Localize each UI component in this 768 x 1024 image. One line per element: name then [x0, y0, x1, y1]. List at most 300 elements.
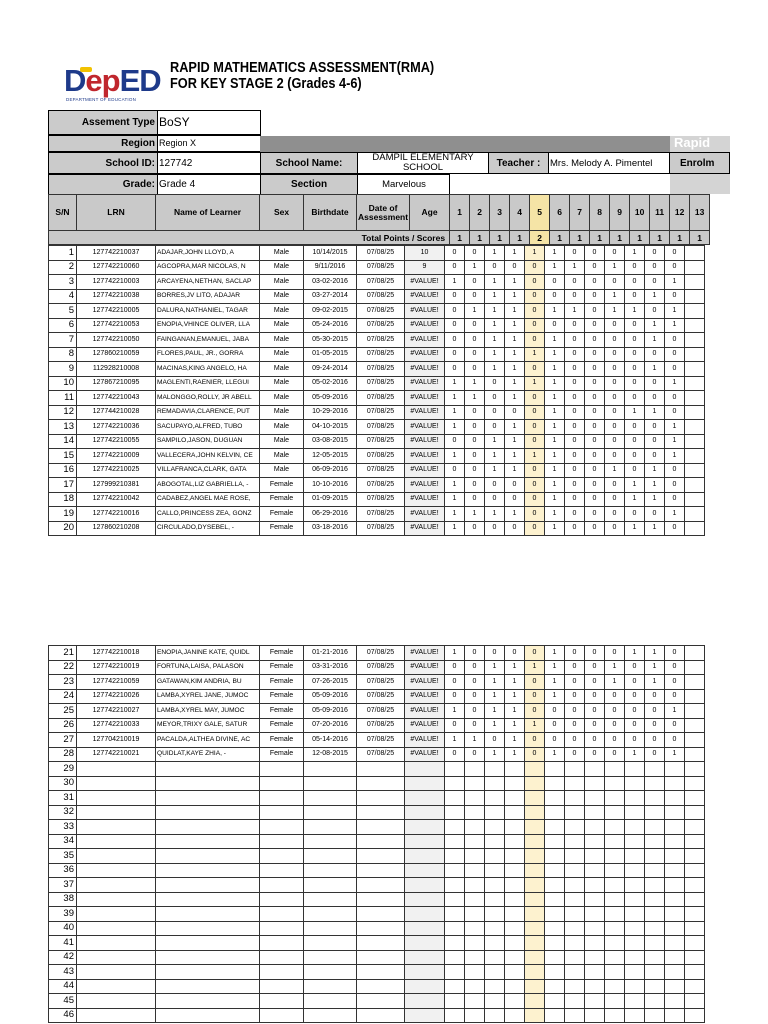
- row-score-item-3[interactable]: 0: [485, 521, 505, 536]
- row-score-item-1[interactable]: 0: [445, 333, 465, 348]
- row-cell-empty[interactable]: [505, 776, 525, 791]
- row-name[interactable]: MAGLENTI,RAENIER, LLEGUI: [156, 376, 260, 391]
- row-cell-empty[interactable]: [505, 762, 525, 777]
- row-name[interactable]: LAMBA,XYREL JANE, JUMOC: [156, 689, 260, 704]
- row-cell-empty[interactable]: [77, 863, 156, 878]
- row-cell-empty[interactable]: [645, 762, 665, 777]
- row-sn[interactable]: 15: [49, 449, 77, 464]
- row-score-item-6[interactable]: 1: [545, 246, 565, 261]
- row-sn[interactable]: 1: [49, 246, 77, 261]
- row-score-item-5[interactable]: 0: [525, 463, 545, 478]
- row-score-item-5[interactable]: 0: [525, 362, 545, 377]
- row-cell-empty[interactable]: [156, 892, 260, 907]
- row-score-item-11[interactable]: 0: [645, 704, 665, 719]
- row-score-item-10[interactable]: 1: [625, 304, 645, 319]
- row-sn[interactable]: 14: [49, 434, 77, 449]
- row-cell-empty[interactable]: [304, 950, 357, 965]
- row-score-item-5[interactable]: 0: [525, 260, 545, 275]
- row-score-item-5[interactable]: 0: [525, 733, 545, 748]
- row-cell-empty[interactable]: [465, 907, 485, 922]
- row-cell-empty[interactable]: [445, 776, 465, 791]
- row-lrn[interactable]: 127742210003: [77, 275, 156, 290]
- row-score-item-8[interactable]: 0: [585, 304, 605, 319]
- row-score-item-7[interactable]: 0: [565, 704, 585, 719]
- row-date[interactable]: 07/08/25: [357, 246, 405, 261]
- row-score-item-8[interactable]: 0: [585, 660, 605, 675]
- row-score-item-5[interactable]: 0: [525, 747, 545, 762]
- row-score-item-5[interactable]: 0: [525, 478, 545, 493]
- row-cell-empty[interactable]: [405, 979, 445, 994]
- row-lrn[interactable]: 127742210060: [77, 260, 156, 275]
- row-score-item-4[interactable]: 1: [505, 362, 525, 377]
- row-score-item-5[interactable]: 0: [525, 275, 545, 290]
- row-cell-empty[interactable]: [685, 762, 705, 777]
- row-date[interactable]: 07/08/25: [357, 463, 405, 478]
- row-sex[interactable]: Male: [260, 376, 304, 391]
- row-score-item-9[interactable]: 0: [605, 492, 625, 507]
- row-score-item-11[interactable]: 1: [645, 675, 665, 690]
- row-cell-empty[interactable]: [545, 1008, 565, 1023]
- row-cell-empty[interactable]: [565, 820, 585, 835]
- row-score-item-1[interactable]: 1: [445, 733, 465, 748]
- row-score-item-11[interactable]: 1: [645, 492, 665, 507]
- row-birthdate[interactable]: 06-09-2016: [304, 463, 357, 478]
- row-name[interactable]: MALONGGO,ROLLY, JR ABELL: [156, 391, 260, 406]
- row-score-item-11[interactable]: 1: [645, 318, 665, 333]
- row-cell-empty[interactable]: [505, 1008, 525, 1023]
- row-cell-empty[interactable]: [505, 820, 525, 835]
- row-cell-empty[interactable]: [585, 834, 605, 849]
- row-score-item-3[interactable]: 1: [485, 675, 505, 690]
- row-cell-empty[interactable]: [605, 878, 625, 893]
- row-sex[interactable]: Male: [260, 289, 304, 304]
- row-score-item-7[interactable]: 0: [565, 660, 585, 675]
- row-score-item-12[interactable]: 1: [665, 747, 685, 762]
- row-date[interactable]: 07/08/25: [357, 434, 405, 449]
- row-score-item-1[interactable]: 0: [445, 304, 465, 319]
- row-cell-empty[interactable]: [357, 863, 405, 878]
- row-score-item-9[interactable]: 0: [605, 507, 625, 522]
- row-cell-empty[interactable]: [304, 849, 357, 864]
- row-cell-empty[interactable]: [485, 936, 505, 951]
- row-name[interactable]: BORRES,JV LITO, ADAJAR: [156, 289, 260, 304]
- row-sn[interactable]: 22: [49, 660, 77, 675]
- row-cell-empty[interactable]: [77, 907, 156, 922]
- row-cell-empty[interactable]: [665, 965, 685, 980]
- row-name[interactable]: PACALDA,ALTHEA DIVINE, AC: [156, 733, 260, 748]
- row-name[interactable]: VALLECERA,JOHN KELVIN, CE: [156, 449, 260, 464]
- row-birthdate[interactable]: 03-08-2015: [304, 434, 357, 449]
- row-name[interactable]: MACINAS,KING ANGELO, HA: [156, 362, 260, 377]
- row-lrn[interactable]: 127742210036: [77, 420, 156, 435]
- row-sex[interactable]: Male: [260, 434, 304, 449]
- row-score-item-9[interactable]: 0: [605, 420, 625, 435]
- row-score-item-6[interactable]: 1: [545, 449, 565, 464]
- row-cell-empty[interactable]: [525, 834, 545, 849]
- row-cell-empty[interactable]: [465, 776, 485, 791]
- row-cell-empty[interactable]: [77, 1008, 156, 1023]
- row-score-item-7[interactable]: 0: [565, 405, 585, 420]
- row-cell-empty[interactable]: [357, 791, 405, 806]
- row-name[interactable]: ADAJAR,JOHN LLOYD, A: [156, 246, 260, 261]
- row-score-item-9[interactable]: 0: [605, 347, 625, 362]
- row-cell-empty[interactable]: [156, 950, 260, 965]
- row-cell-empty[interactable]: [545, 994, 565, 1009]
- row-date[interactable]: 07/08/25: [357, 492, 405, 507]
- row-cell-empty[interactable]: [625, 921, 645, 936]
- row-score-item-2[interactable]: 0: [465, 521, 485, 536]
- row-cell-empty[interactable]: [465, 936, 485, 951]
- row-score-item-11[interactable]: 1: [645, 478, 665, 493]
- row-cell-empty[interactable]: [405, 762, 445, 777]
- row-age[interactable]: #VALUE!: [405, 646, 445, 661]
- row-cell-empty[interactable]: [260, 1008, 304, 1023]
- row-score-item-12[interactable]: 0: [665, 405, 685, 420]
- row-cell-empty[interactable]: [77, 820, 156, 835]
- row-score-item-7[interactable]: 0: [565, 507, 585, 522]
- row-cell-empty[interactable]: [545, 791, 565, 806]
- row-score-item-6[interactable]: 1: [545, 376, 565, 391]
- row-cell-empty[interactable]: [260, 907, 304, 922]
- row-cell-empty[interactable]: [156, 979, 260, 994]
- row-score-item-9[interactable]: 0: [605, 646, 625, 661]
- row-score-item-7[interactable]: 0: [565, 733, 585, 748]
- row-cell-empty[interactable]: [485, 907, 505, 922]
- row-lrn[interactable]: 127742210033: [77, 718, 156, 733]
- row-cell-empty[interactable]: [485, 776, 505, 791]
- row-sn[interactable]: 26: [49, 718, 77, 733]
- row-score-item-9[interactable]: 0: [605, 747, 625, 762]
- row-score-item-8[interactable]: 0: [585, 704, 605, 719]
- row-cell-empty[interactable]: [645, 878, 665, 893]
- row-score-item-10[interactable]: 0: [625, 675, 645, 690]
- row-birthdate[interactable]: 05-09-2016: [304, 689, 357, 704]
- row-score-item-4[interactable]: 0: [505, 405, 525, 420]
- row-score-item-4[interactable]: 0: [505, 260, 525, 275]
- row-score-item-6[interactable]: 1: [545, 689, 565, 704]
- row-score-item-7[interactable]: 0: [565, 747, 585, 762]
- row-lrn[interactable]: 127744210028: [77, 405, 156, 420]
- row-score-item-10[interactable]: 0: [625, 463, 645, 478]
- row-sn[interactable]: 24: [49, 689, 77, 704]
- row-score-item-13[interactable]: [685, 646, 705, 661]
- row-score-item-8[interactable]: 0: [585, 521, 605, 536]
- row-cell-empty[interactable]: [685, 776, 705, 791]
- row-cell-empty[interactable]: [525, 965, 545, 980]
- row-cell-empty[interactable]: [357, 950, 405, 965]
- row-cell-empty[interactable]: [605, 805, 625, 820]
- row-cell-empty[interactable]: [565, 878, 585, 893]
- row-cell-empty[interactable]: [156, 936, 260, 951]
- row-cell-empty[interactable]: [645, 907, 665, 922]
- row-cell-empty[interactable]: [405, 805, 445, 820]
- row-cell-empty[interactable]: [585, 921, 605, 936]
- row-score-item-4[interactable]: 1: [505, 704, 525, 719]
- row-date[interactable]: 07/08/25: [357, 704, 405, 719]
- school-name-value[interactable]: DAMPIL ELEMENTARY SCHOOL: [357, 152, 489, 174]
- row-cell-empty[interactable]: [405, 936, 445, 951]
- row-cell-empty[interactable]: [685, 863, 705, 878]
- row-sn[interactable]: 20: [49, 521, 77, 536]
- row-score-item-8[interactable]: 0: [585, 733, 605, 748]
- row-score-item-11[interactable]: 0: [645, 733, 665, 748]
- row-score-item-13[interactable]: [685, 391, 705, 406]
- row-cell-empty[interactable]: [485, 979, 505, 994]
- row-cell-empty[interactable]: [405, 834, 445, 849]
- row-cell-empty[interactable]: [77, 849, 156, 864]
- row-name[interactable]: CIRCULADO,DYSEBEL, -: [156, 521, 260, 536]
- row-score-item-7[interactable]: 0: [565, 246, 585, 261]
- row-lrn[interactable]: 127742210043: [77, 391, 156, 406]
- row-cell-empty[interactable]: [585, 820, 605, 835]
- row-score-item-9[interactable]: 1: [605, 289, 625, 304]
- row-score-item-10[interactable]: 0: [625, 689, 645, 704]
- row-cell-empty[interactable]: [445, 878, 465, 893]
- row-score-item-10[interactable]: 1: [625, 646, 645, 661]
- row-score-item-2[interactable]: 0: [465, 660, 485, 675]
- row-lrn[interactable]: 127742210009: [77, 449, 156, 464]
- row-score-item-13[interactable]: [685, 275, 705, 290]
- row-birthdate[interactable]: 05-30-2015: [304, 333, 357, 348]
- row-score-item-1[interactable]: 0: [445, 347, 465, 362]
- row-score-item-11[interactable]: 0: [645, 747, 665, 762]
- row-cell-empty[interactable]: [685, 907, 705, 922]
- row-cell-empty[interactable]: [505, 994, 525, 1009]
- row-score-item-4[interactable]: 1: [505, 463, 525, 478]
- row-cell-empty[interactable]: [260, 994, 304, 1009]
- row-sn[interactable]: 10: [49, 376, 77, 391]
- row-cell-empty[interactable]: [156, 805, 260, 820]
- row-date[interactable]: 07/08/25: [357, 318, 405, 333]
- row-cell-empty[interactable]: [485, 762, 505, 777]
- row-cell-empty[interactable]: [665, 1008, 685, 1023]
- row-score-item-13[interactable]: [685, 434, 705, 449]
- row-score-item-9[interactable]: 0: [605, 478, 625, 493]
- row-score-item-8[interactable]: 0: [585, 747, 605, 762]
- row-score-item-12[interactable]: 1: [665, 376, 685, 391]
- row-score-item-1[interactable]: 1: [445, 492, 465, 507]
- row-cell-empty[interactable]: [625, 805, 645, 820]
- row-score-item-10[interactable]: 0: [625, 733, 645, 748]
- row-sn[interactable]: 12: [49, 405, 77, 420]
- row-name[interactable]: MEYOR,TRIXY GALE, SATUR: [156, 718, 260, 733]
- row-lrn[interactable]: 127742210019: [77, 660, 156, 675]
- row-score-item-2[interactable]: 0: [465, 704, 485, 719]
- row-age[interactable]: #VALUE!: [405, 449, 445, 464]
- row-score-item-8[interactable]: 0: [585, 478, 605, 493]
- row-score-item-10[interactable]: 0: [625, 289, 645, 304]
- row-sn[interactable]: 25: [49, 704, 77, 719]
- row-score-item-6[interactable]: 0: [545, 718, 565, 733]
- row-score-item-13[interactable]: [685, 362, 705, 377]
- row-cell-empty[interactable]: [357, 834, 405, 849]
- row-score-item-6[interactable]: 1: [545, 646, 565, 661]
- row-age[interactable]: #VALUE!: [405, 434, 445, 449]
- row-score-item-8[interactable]: 0: [585, 646, 605, 661]
- row-cell-empty[interactable]: [585, 762, 605, 777]
- row-score-item-8[interactable]: 0: [585, 463, 605, 478]
- row-score-item-9[interactable]: 0: [605, 434, 625, 449]
- row-lrn[interactable]: 127742210021: [77, 747, 156, 762]
- row-sex[interactable]: Female: [260, 689, 304, 704]
- row-score-item-1[interactable]: 1: [445, 391, 465, 406]
- row-cell-empty[interactable]: [505, 791, 525, 806]
- row-score-item-8[interactable]: 0: [585, 362, 605, 377]
- row-cell-empty[interactable]: [685, 820, 705, 835]
- row-score-item-11[interactable]: 1: [645, 289, 665, 304]
- row-score-item-13[interactable]: [685, 304, 705, 319]
- row-cell-empty[interactable]: [465, 791, 485, 806]
- row-cell-empty[interactable]: [665, 820, 685, 835]
- row-cell-empty[interactable]: [405, 892, 445, 907]
- row-sn[interactable]: 3: [49, 275, 77, 290]
- row-score-item-3[interactable]: 1: [485, 507, 505, 522]
- row-score-item-4[interactable]: 1: [505, 689, 525, 704]
- row-score-item-2[interactable]: 0: [465, 362, 485, 377]
- row-sex[interactable]: Female: [260, 675, 304, 690]
- row-score-item-9[interactable]: 0: [605, 405, 625, 420]
- row-sex[interactable]: Female: [260, 507, 304, 522]
- row-score-item-3[interactable]: 0: [485, 260, 505, 275]
- row-cell-empty[interactable]: [485, 791, 505, 806]
- row-score-item-5[interactable]: 0: [525, 689, 545, 704]
- row-cell-empty[interactable]: [465, 805, 485, 820]
- row-cell-empty[interactable]: [565, 834, 585, 849]
- row-score-item-1[interactable]: 1: [445, 405, 465, 420]
- row-sex[interactable]: Female: [260, 521, 304, 536]
- row-score-item-9[interactable]: 0: [605, 275, 625, 290]
- row-score-item-9[interactable]: 1: [605, 463, 625, 478]
- row-cell-empty[interactable]: [156, 878, 260, 893]
- row-date[interactable]: 07/08/25: [357, 646, 405, 661]
- row-score-item-2[interactable]: 0: [465, 434, 485, 449]
- row-cell-empty[interactable]: [545, 921, 565, 936]
- row-score-item-11[interactable]: 0: [645, 391, 665, 406]
- row-score-item-6[interactable]: 1: [545, 478, 565, 493]
- row-cell-empty[interactable]: [645, 805, 665, 820]
- row-cell-empty[interactable]: [304, 762, 357, 777]
- row-cell-empty[interactable]: [525, 805, 545, 820]
- row-cell-empty[interactable]: [685, 791, 705, 806]
- row-cell-empty[interactable]: [605, 979, 625, 994]
- row-score-item-1[interactable]: 0: [445, 463, 465, 478]
- row-score-item-1[interactable]: 0: [445, 660, 465, 675]
- row-birthdate[interactable]: 09-02-2015: [304, 304, 357, 319]
- row-cell-empty[interactable]: [605, 921, 625, 936]
- row-cell-empty[interactable]: [485, 1008, 505, 1023]
- row-cell-empty[interactable]: [304, 1008, 357, 1023]
- row-cell-empty[interactable]: [605, 965, 625, 980]
- row-sex[interactable]: Male: [260, 420, 304, 435]
- row-score-item-8[interactable]: 0: [585, 333, 605, 348]
- row-score-item-6[interactable]: 1: [545, 304, 565, 319]
- row-score-item-13[interactable]: [685, 420, 705, 435]
- row-cell-empty[interactable]: [685, 849, 705, 864]
- row-score-item-7[interactable]: 0: [565, 434, 585, 449]
- row-cell-empty[interactable]: [605, 762, 625, 777]
- row-score-item-6[interactable]: 1: [545, 362, 565, 377]
- row-birthdate[interactable]: 03-31-2016: [304, 660, 357, 675]
- row-cell-empty[interactable]: [685, 805, 705, 820]
- row-score-item-7[interactable]: 0: [565, 275, 585, 290]
- row-cell-empty[interactable]: [465, 820, 485, 835]
- row-cell-empty[interactable]: [465, 863, 485, 878]
- row-score-item-1[interactable]: 1: [445, 478, 465, 493]
- row-cell-empty[interactable]: [405, 994, 445, 1009]
- row-cell-empty[interactable]: [260, 776, 304, 791]
- row-cell-empty[interactable]: [545, 950, 565, 965]
- row-date[interactable]: 07/08/25: [357, 747, 405, 762]
- row-score-item-6[interactable]: 1: [545, 521, 565, 536]
- row-cell-empty[interactable]: [625, 1008, 645, 1023]
- row-cell-empty[interactable]: [605, 776, 625, 791]
- row-date[interactable]: 07/08/25: [357, 275, 405, 290]
- row-cell-empty[interactable]: [625, 979, 645, 994]
- row-sex[interactable]: Female: [260, 704, 304, 719]
- row-sex[interactable]: Male: [260, 463, 304, 478]
- row-cell-empty[interactable]: [625, 776, 645, 791]
- row-cell-empty[interactable]: [645, 849, 665, 864]
- row-cell-empty[interactable]: [357, 979, 405, 994]
- row-cell-empty[interactable]: [605, 849, 625, 864]
- row-date[interactable]: 07/08/25: [357, 304, 405, 319]
- row-sex[interactable]: Male: [260, 275, 304, 290]
- row-lrn[interactable]: 127704210019: [77, 733, 156, 748]
- row-cell-empty[interactable]: [565, 965, 585, 980]
- row-score-item-1[interactable]: 1: [445, 449, 465, 464]
- row-cell-empty[interactable]: [585, 1008, 605, 1023]
- row-date[interactable]: 07/08/25: [357, 478, 405, 493]
- row-score-item-3[interactable]: 1: [485, 347, 505, 362]
- row-date[interactable]: 07/08/25: [357, 660, 405, 675]
- row-score-item-11[interactable]: 1: [645, 646, 665, 661]
- row-cell-empty[interactable]: [77, 834, 156, 849]
- row-cell-empty[interactable]: [665, 849, 685, 864]
- row-score-item-3[interactable]: 1: [485, 747, 505, 762]
- row-cell-empty[interactable]: [525, 820, 545, 835]
- row-score-item-5[interactable]: 0: [525, 704, 545, 719]
- row-cell-empty[interactable]: [304, 791, 357, 806]
- row-score-item-13[interactable]: [685, 675, 705, 690]
- row-name[interactable]: ABOGOTAL,LIZ GABRIELLA, -: [156, 478, 260, 493]
- row-cell-empty[interactable]: [260, 921, 304, 936]
- row-cell-empty[interactable]: [685, 979, 705, 994]
- row-score-item-11[interactable]: 0: [645, 449, 665, 464]
- row-score-item-12[interactable]: 0: [665, 689, 685, 704]
- row-cell-empty[interactable]: [465, 878, 485, 893]
- row-score-item-7[interactable]: 1: [565, 304, 585, 319]
- row-score-item-2[interactable]: 0: [465, 646, 485, 661]
- row-score-item-3[interactable]: 1: [485, 275, 505, 290]
- row-age[interactable]: #VALUE!: [405, 733, 445, 748]
- row-score-item-12[interactable]: 1: [665, 304, 685, 319]
- row-score-item-1[interactable]: 1: [445, 704, 465, 719]
- row-age[interactable]: #VALUE!: [405, 420, 445, 435]
- row-score-item-5[interactable]: 0: [525, 521, 545, 536]
- row-score-item-6[interactable]: 0: [545, 733, 565, 748]
- row-cell-empty[interactable]: [260, 820, 304, 835]
- row-cell-empty[interactable]: [357, 994, 405, 1009]
- row-lrn[interactable]: 112928210008: [77, 362, 156, 377]
- row-cell-empty[interactable]: [585, 907, 605, 922]
- row-cell-empty[interactable]: [465, 892, 485, 907]
- row-score-item-12[interactable]: 0: [665, 260, 685, 275]
- row-sex[interactable]: Male: [260, 362, 304, 377]
- row-score-item-11[interactable]: 1: [645, 463, 665, 478]
- row-score-item-9[interactable]: 1: [605, 675, 625, 690]
- row-cell-empty[interactable]: [304, 776, 357, 791]
- row-score-item-13[interactable]: [685, 449, 705, 464]
